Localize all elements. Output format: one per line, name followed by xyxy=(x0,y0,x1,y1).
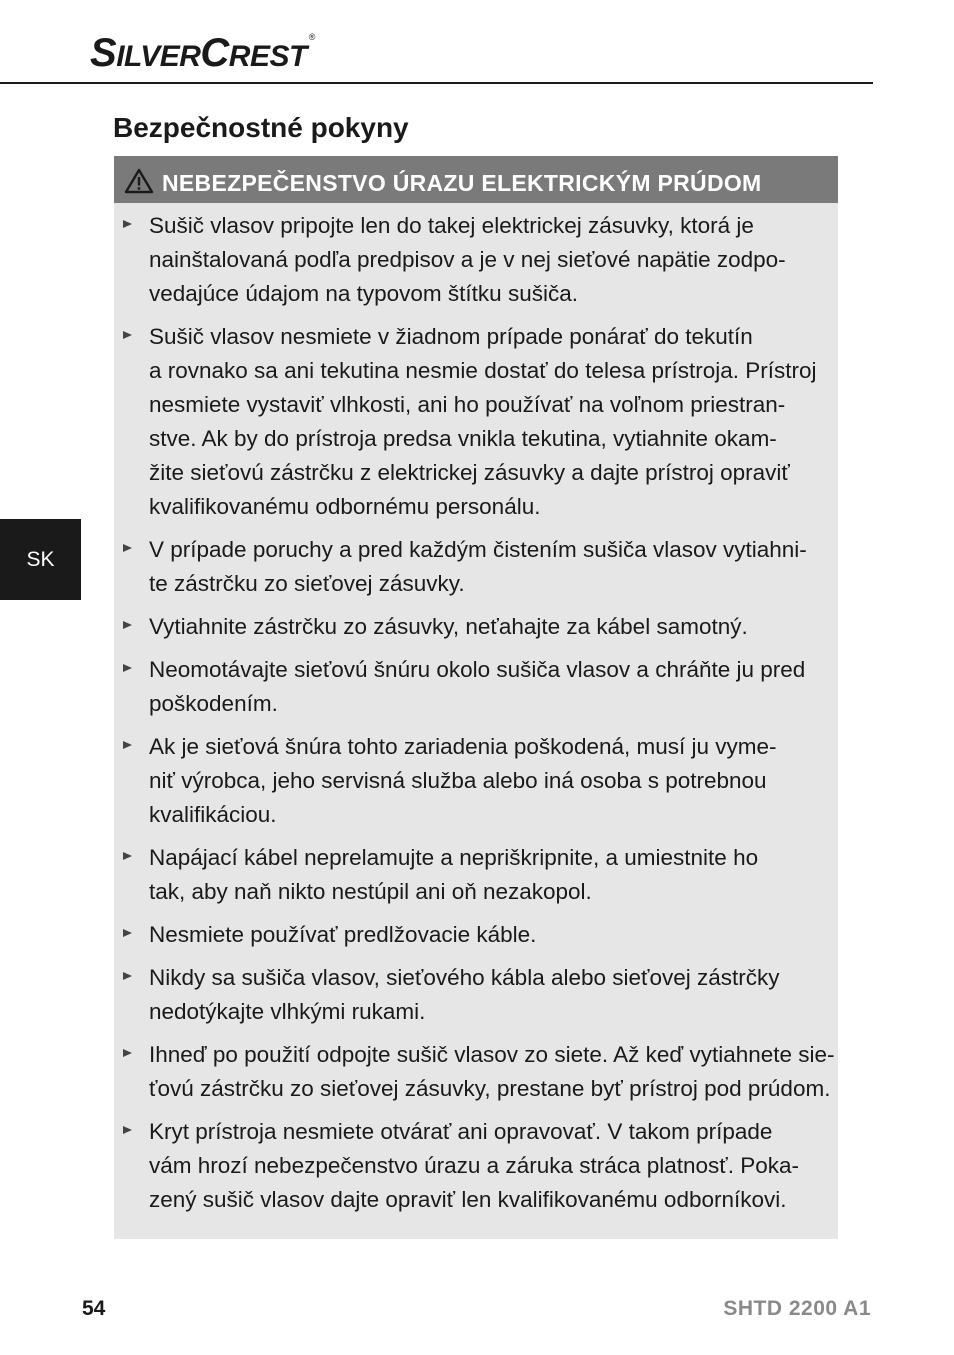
list-item xyxy=(114,209,838,311)
list-item xyxy=(114,1038,838,1106)
warning-list xyxy=(114,203,838,1217)
list-item-line: tak, aby naň nikto nestúpil ani oň nezakopol. xyxy=(149,879,592,904)
list-item-line: Sušič vlasov pripojte len do takej elektrickej zásuvky, ktorá je xyxy=(149,213,754,238)
arrow-right-bullet-icon xyxy=(123,741,132,749)
list-item xyxy=(114,961,838,1029)
arrow-right-bullet-icon xyxy=(123,621,132,629)
list-item-line: stve. Ak by do prístroja predsa vnikla tekutina, vytiahnite okam- xyxy=(149,426,777,451)
arrow-right-bullet-icon xyxy=(123,1126,132,1134)
arrow-right-bullet-icon xyxy=(123,220,132,228)
list-item-line: kvalifikovanému odbornému personálu. xyxy=(149,494,541,519)
list-item xyxy=(114,1115,838,1217)
logo-part-3: C xyxy=(200,31,229,75)
warning-box xyxy=(114,156,838,1239)
registered-mark: ® xyxy=(308,32,315,42)
arrow-right-bullet-icon xyxy=(123,1049,132,1057)
list-item-line: nainštalovaná podľa predpisov a je v nej sieťové napätie zodpo- xyxy=(149,247,786,272)
list-item xyxy=(114,918,838,952)
list-item-line: Vytiahnite zástrčku zo zásuvky, neťahajte za kábel samotný. xyxy=(149,614,748,639)
arrow-right-bullet-icon xyxy=(123,544,132,552)
list-item xyxy=(114,841,838,909)
list-item-line: Sušič vlasov nesmiete v žiadnom prípade ponárať do tekutín xyxy=(149,324,753,349)
list-item-line: V prípade poruchy a pred každým čistením sušiča vlasov vytiahni- xyxy=(149,537,807,562)
list-item-line: Neomotávajte sieťovú šnúru okolo sušiča vlasov a chráňte ju pred xyxy=(149,657,806,682)
list-item-line: zený sušič vlasov dajte opraviť len kvalifikovanému odborníkovi. xyxy=(149,1187,787,1212)
list-item-line: te zástrčku zo sieťovej zásuvky. xyxy=(149,571,465,596)
section-title: Bezpečnostné pokyny xyxy=(113,112,409,143)
arrow-right-bullet-icon xyxy=(123,852,132,860)
arrow-right-bullet-icon xyxy=(123,664,132,672)
list-item xyxy=(114,320,838,524)
list-item-line: žite sieťovú zástrčku z elektrickej zásuvky a dajte prístroj opraviť xyxy=(149,460,790,485)
model-number: SHTD 2200 A1 xyxy=(723,1297,871,1320)
list-item-line: nedotýkajte vlhkými rukami. xyxy=(149,999,426,1024)
list-item-line: Napájací kábel neprelamujte a nepriškripnite, a umiestnite ho xyxy=(149,845,759,870)
list-item-line: Nesmiete používať predlžovacie káble. xyxy=(149,922,537,947)
list-item-line: nesmiete vystaviť vlhkosti, ani ho používať na voľnom priestran- xyxy=(149,392,786,417)
list-item xyxy=(114,730,838,832)
header-divider xyxy=(0,82,873,84)
list-item xyxy=(114,653,838,721)
arrow-right-bullet-icon xyxy=(123,972,132,980)
list-item-line: Ihneď po použití odpojte sušič vlasov zo siete. Až keď vytiahnete sie- xyxy=(149,1042,835,1067)
warning-title: NEBEZPEČENSTVO ÚRAZU ELEKTRICKÝM PRÚDOM xyxy=(162,170,762,196)
list-item-line: kvalifikáciou. xyxy=(149,802,277,827)
warning-header xyxy=(114,156,838,203)
language-tab-label: SK xyxy=(26,547,55,571)
page-number: 54 xyxy=(82,1297,106,1320)
list-item-line: a rovnako sa ani tekutina nesmie dostať do telesa prístroja. Prístroj xyxy=(149,358,817,383)
arrow-right-bullet-icon xyxy=(123,929,132,937)
logo-part-4: REST xyxy=(228,40,307,73)
list-item xyxy=(114,533,838,601)
list-item xyxy=(114,610,838,644)
list-item-line: Nikdy sa sušiča vlasov, sieťového kábla alebo sieťovej zástrčky xyxy=(149,965,780,990)
list-item-line: vám hrozí nebezpečenstvo úrazu a záruka stráca platnosť. Poka- xyxy=(149,1153,800,1178)
list-item-line: ťovú zástrčku zo sieťovej zásuvky, prestane byť prístroj pod prúdom. xyxy=(149,1076,831,1101)
list-item-line: poškodením. xyxy=(149,691,278,716)
list-item-line: Ak je sieťová šnúra tohto zariadenia poškodená, musí ju vyme- xyxy=(149,734,777,759)
list-item-line: Kryt prístroja nesmiete otvárať ani opravovať. V takom prípade xyxy=(149,1119,773,1144)
language-tab xyxy=(0,519,81,600)
list-item-line: niť výrobca, jeho servisná služba alebo iná osoba s potrebnou xyxy=(149,768,767,793)
arrow-right-bullet-icon xyxy=(123,331,132,339)
brand-logo xyxy=(90,33,315,73)
logo-part-2: ILVER xyxy=(116,40,201,73)
list-item-line: vedajúce údajom na typovom štítku sušiča. xyxy=(149,281,578,306)
logo-part-1: S xyxy=(90,31,117,75)
warning-triangle-icon xyxy=(124,168,154,194)
